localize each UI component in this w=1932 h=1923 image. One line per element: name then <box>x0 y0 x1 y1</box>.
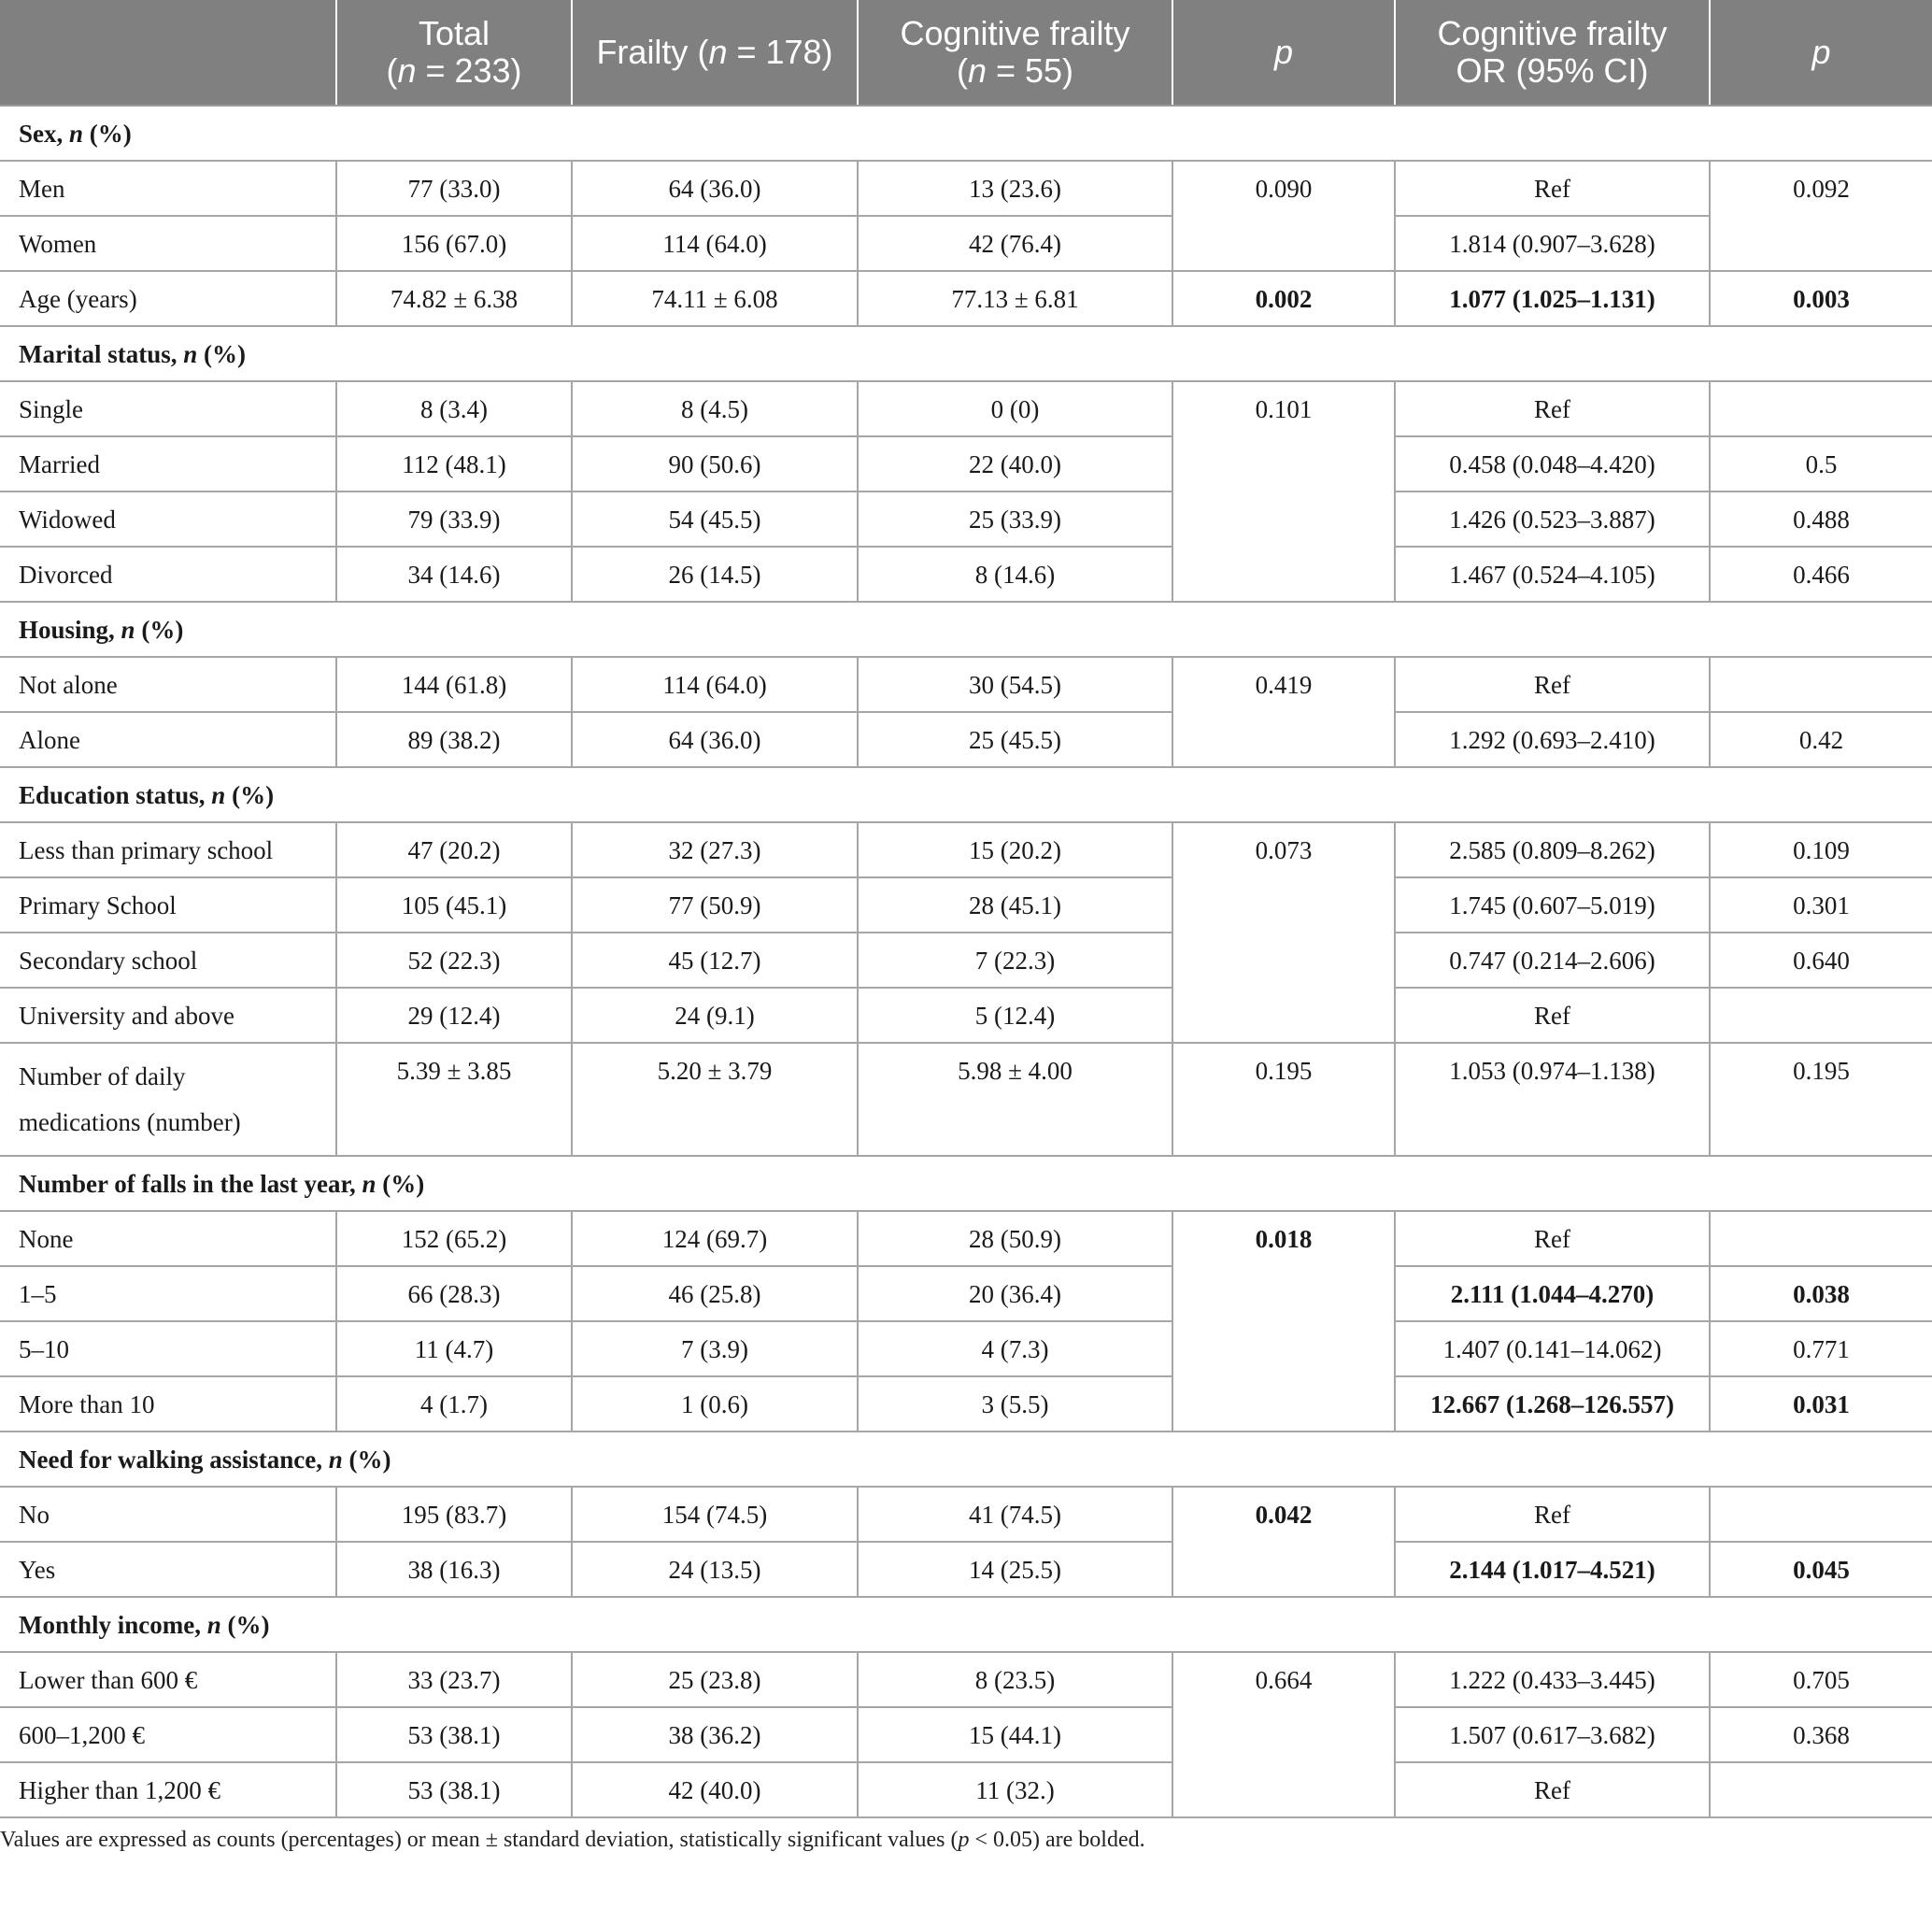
cell-odds-ratio: 0.747 (0.214–2.606) <box>1395 933 1710 988</box>
cell-total: 38 (16.3) <box>336 1542 572 1597</box>
table-row <box>0 381 1932 436</box>
cell-cognitive-frailty: 30 (54.5) <box>858 657 1172 712</box>
cell-odds-ratio: 1.053 (0.974–1.138) <box>1395 1043 1710 1156</box>
table-row <box>0 933 1932 988</box>
cell-p-value-or: 0.488 <box>1710 491 1932 547</box>
cell-frailty: 7 (3.9) <box>572 1321 858 1376</box>
section-title: Housing, n (%) <box>0 602 1932 657</box>
cell-p-value: 0.090 <box>1172 161 1395 271</box>
table-row <box>0 271 1932 326</box>
cell-total: 66 (28.3) <box>336 1266 572 1321</box>
cell-odds-ratio: Ref <box>1395 1487 1710 1542</box>
cell-p-value-or: 0.045 <box>1710 1542 1932 1597</box>
cell-p-value-or <box>1710 1487 1932 1542</box>
cell-total: 8 (3.4) <box>336 381 572 436</box>
cell-cognitive-frailty: 15 (20.2) <box>858 822 1172 877</box>
cell-total: 74.82 ± 6.38 <box>336 271 572 326</box>
cell-p-value-or: 0.466 <box>1710 547 1932 602</box>
table-row <box>0 491 1932 547</box>
table-footnote: Values are expressed as counts (percentages) or mean ± standard deviation, statistically significant values (p < 0.05) are bolded. <box>0 1828 1145 1852</box>
row-label: Yes <box>0 1542 336 1597</box>
cell-total: 53 (38.1) <box>336 1707 572 1762</box>
row-label: None <box>0 1211 336 1266</box>
cell-total: 152 (65.2) <box>336 1211 572 1266</box>
cell-cognitive-frailty: 41 (74.5) <box>858 1487 1172 1542</box>
row-label: Men <box>0 161 336 216</box>
cell-total: 5.39 ± 3.85 <box>336 1043 572 1156</box>
cell-total: 33 (23.7) <box>336 1652 572 1707</box>
cell-p-value: 0.018 <box>1172 1211 1395 1432</box>
section-row-marital <box>0 326 1932 381</box>
cell-p-value: 0.073 <box>1172 822 1395 1043</box>
cell-p-value-or: 0.705 <box>1710 1652 1932 1707</box>
row-label: Divorced <box>0 547 336 602</box>
cell-frailty: 8 (4.5) <box>572 381 858 436</box>
cell-frailty: 64 (36.0) <box>572 161 858 216</box>
cell-total: 47 (20.2) <box>336 822 572 877</box>
row-label: 1–5 <box>0 1266 336 1321</box>
cell-odds-ratio: Ref <box>1395 1762 1710 1817</box>
cell-total: 105 (45.1) <box>336 877 572 933</box>
cell-frailty: 114 (64.0) <box>572 216 858 271</box>
section-row-walking <box>0 1432 1932 1487</box>
section-title: Monthly income, n (%) <box>0 1597 1932 1652</box>
cell-odds-ratio: Ref <box>1395 161 1710 216</box>
row-label: Not alone <box>0 657 336 712</box>
cell-p-value-or <box>1710 1211 1932 1266</box>
cell-total: 79 (33.9) <box>336 491 572 547</box>
cell-frailty: 5.20 ± 3.79 <box>572 1043 858 1156</box>
cell-p-value-or: 0.301 <box>1710 877 1932 933</box>
table-row <box>0 1652 1932 1707</box>
cell-frailty: 24 (13.5) <box>572 1542 858 1597</box>
table-row <box>0 1376 1932 1432</box>
cell-p-value-or: 0.368 <box>1710 1707 1932 1762</box>
row-label: Single <box>0 381 336 436</box>
cell-cognitive-frailty: 3 (5.5) <box>858 1376 1172 1432</box>
section-row-income <box>0 1597 1932 1652</box>
cell-p-value-or: 0.109 <box>1710 822 1932 877</box>
table-row <box>0 988 1932 1043</box>
section-title: Sex, n (%) <box>0 106 1932 161</box>
cell-odds-ratio: 1.467 (0.524–4.105) <box>1395 547 1710 602</box>
table-row <box>0 216 1932 271</box>
cell-frailty: 90 (50.6) <box>572 436 858 491</box>
header-total: Total (n = 233) <box>336 0 572 106</box>
cell-p-value: 0.002 <box>1172 271 1395 326</box>
table-row <box>0 1043 1932 1156</box>
table-row <box>0 822 1932 877</box>
cell-total: 112 (48.1) <box>336 436 572 491</box>
cell-p-value-or <box>1710 1762 1932 1817</box>
section-title: Education status, n (%) <box>0 767 1932 822</box>
cell-p-value-or: 0.640 <box>1710 933 1932 988</box>
cell-cognitive-frailty: 77.13 ± 6.81 <box>858 271 1172 326</box>
header-odds-ratio: Cognitive frailty OR (95% CI) <box>1395 0 1710 106</box>
cell-frailty: 24 (9.1) <box>572 988 858 1043</box>
row-label: University and above <box>0 988 336 1043</box>
cell-odds-ratio: Ref <box>1395 657 1710 712</box>
cell-total: 156 (67.0) <box>336 216 572 271</box>
cell-p-value: 0.664 <box>1172 1652 1395 1817</box>
cell-cognitive-frailty: 15 (44.1) <box>858 1707 1172 1762</box>
cell-total: 34 (14.6) <box>336 547 572 602</box>
cell-odds-ratio: 1.222 (0.433–3.445) <box>1395 1652 1710 1707</box>
cell-frailty: 77 (50.9) <box>572 877 858 933</box>
table-row <box>0 1762 1932 1817</box>
cell-cognitive-frailty: 28 (45.1) <box>858 877 1172 933</box>
section-title: Need for walking assistance, n (%) <box>0 1432 1932 1487</box>
cell-odds-ratio: Ref <box>1395 988 1710 1043</box>
cell-p-value-or: 0.42 <box>1710 712 1932 767</box>
row-label: No <box>0 1487 336 1542</box>
cell-cognitive-frailty: 4 (7.3) <box>858 1321 1172 1376</box>
cell-total: 4 (1.7) <box>336 1376 572 1432</box>
cell-total: 53 (38.1) <box>336 1762 572 1817</box>
cell-p-value-or: 0.003 <box>1710 271 1932 326</box>
cell-odds-ratio: 1.292 (0.693–2.410) <box>1395 712 1710 767</box>
cell-cognitive-frailty: 11 (32.) <box>858 1762 1172 1817</box>
cell-cognitive-frailty: 7 (22.3) <box>858 933 1172 988</box>
row-label: Widowed <box>0 491 336 547</box>
cell-frailty: 32 (27.3) <box>572 822 858 877</box>
section-row-falls <box>0 1156 1932 1211</box>
cell-frailty: 45 (12.7) <box>572 933 858 988</box>
table-row <box>0 1542 1932 1597</box>
section-row-sex <box>0 106 1932 161</box>
table-row <box>0 657 1932 712</box>
row-label: 600–1,200 € <box>0 1707 336 1762</box>
table-row <box>0 1211 1932 1266</box>
cell-total: 11 (4.7) <box>336 1321 572 1376</box>
cell-total: 77 (33.0) <box>336 161 572 216</box>
header-blank <box>0 0 336 106</box>
cell-odds-ratio: 1.407 (0.141–14.062) <box>1395 1321 1710 1376</box>
table-row <box>0 877 1932 933</box>
cell-cognitive-frailty: 28 (50.9) <box>858 1211 1172 1266</box>
cell-cognitive-frailty: 5.98 ± 4.00 <box>858 1043 1172 1156</box>
row-label: More than 10 <box>0 1376 336 1432</box>
cell-total: 89 (38.2) <box>336 712 572 767</box>
cell-p-value: 0.101 <box>1172 381 1395 602</box>
cell-odds-ratio: 1.507 (0.617–3.682) <box>1395 1707 1710 1762</box>
row-label: Age (years) <box>0 271 336 326</box>
row-label: 5–10 <box>0 1321 336 1376</box>
header-cognitive-frailty: Cognitive frailty (n = 55) <box>858 0 1172 106</box>
cell-p-value-or: 0.031 <box>1710 1376 1932 1432</box>
cell-frailty: 46 (25.8) <box>572 1266 858 1321</box>
row-label: Less than primary school <box>0 822 336 877</box>
table-row <box>0 1707 1932 1762</box>
cell-frailty: 1 (0.6) <box>572 1376 858 1432</box>
header-frailty: Frailty (n = 178) <box>572 0 858 106</box>
cell-p-value-or: 0.771 <box>1710 1321 1932 1376</box>
section-row-housing <box>0 602 1932 657</box>
header-p-value: p <box>1172 0 1395 106</box>
cell-odds-ratio: 1.745 (0.607–5.019) <box>1395 877 1710 933</box>
table-row <box>0 436 1932 491</box>
cell-frailty: 25 (23.8) <box>572 1652 858 1707</box>
table-row <box>0 161 1932 216</box>
cell-odds-ratio: 2.585 (0.809–8.262) <box>1395 822 1710 877</box>
table-row <box>0 1321 1932 1376</box>
table-row <box>0 1487 1932 1542</box>
section-title: Number of falls in the last year, n (%) <box>0 1156 1932 1211</box>
row-label: Alone <box>0 712 336 767</box>
cell-p-value-or: 0.5 <box>1710 436 1932 491</box>
cell-frailty: 124 (69.7) <box>572 1211 858 1266</box>
cell-p-value-or: 0.092 <box>1710 161 1932 271</box>
cell-cognitive-frailty: 25 (33.9) <box>858 491 1172 547</box>
section-title: Marital status, n (%) <box>0 326 1932 381</box>
cell-odds-ratio: 1.077 (1.025–1.131) <box>1395 271 1710 326</box>
cell-frailty: 74.11 ± 6.08 <box>572 271 858 326</box>
table-row <box>0 712 1932 767</box>
cell-total: 144 (61.8) <box>336 657 572 712</box>
cell-p-value: 0.195 <box>1172 1043 1395 1156</box>
section-row-education <box>0 767 1932 822</box>
cell-frailty: 54 (45.5) <box>572 491 858 547</box>
cell-cognitive-frailty: 0 (0) <box>858 381 1172 436</box>
cell-odds-ratio: 2.144 (1.017–4.521) <box>1395 1542 1710 1597</box>
cell-cognitive-frailty: 13 (23.6) <box>858 161 1172 216</box>
cell-p-value-or: 0.195 <box>1710 1043 1932 1156</box>
header-p-value-or: p <box>1710 0 1932 106</box>
cell-cognitive-frailty: 14 (25.5) <box>858 1542 1172 1597</box>
cell-odds-ratio: 1.814 (0.907–3.628) <box>1395 216 1710 271</box>
cell-total: 29 (12.4) <box>336 988 572 1043</box>
cell-p-value-or <box>1710 381 1932 436</box>
cell-p-value: 0.419 <box>1172 657 1395 767</box>
table-row <box>0 547 1932 602</box>
cell-frailty: 114 (64.0) <box>572 657 858 712</box>
cell-odds-ratio: Ref <box>1395 1211 1710 1266</box>
cell-p-value-or <box>1710 988 1932 1043</box>
row-label: Lower than 600 € <box>0 1652 336 1707</box>
cell-frailty: 64 (36.0) <box>572 712 858 767</box>
table-header-row <box>0 0 1932 106</box>
cell-odds-ratio: 0.458 (0.048–4.420) <box>1395 436 1710 491</box>
cell-frailty: 154 (74.5) <box>572 1487 858 1542</box>
table-row <box>0 1266 1932 1321</box>
cell-p-value-or: 0.038 <box>1710 1266 1932 1321</box>
cell-cognitive-frailty: 42 (76.4) <box>858 216 1172 271</box>
cell-odds-ratio: 2.111 (1.044–4.270) <box>1395 1266 1710 1321</box>
cell-p-value: 0.042 <box>1172 1487 1395 1597</box>
cell-odds-ratio: 12.667 (1.268–126.557) <box>1395 1376 1710 1432</box>
cell-frailty: 26 (14.5) <box>572 547 858 602</box>
row-label: Women <box>0 216 336 271</box>
cell-p-value-or <box>1710 657 1932 712</box>
cell-cognitive-frailty: 8 (23.5) <box>858 1652 1172 1707</box>
cell-odds-ratio: Ref <box>1395 381 1710 436</box>
row-label: Married <box>0 436 336 491</box>
row-label: Higher than 1,200 € <box>0 1762 336 1817</box>
cell-cognitive-frailty: 20 (36.4) <box>858 1266 1172 1321</box>
row-label: Primary School <box>0 877 336 933</box>
cell-odds-ratio: 1.426 (0.523–3.887) <box>1395 491 1710 547</box>
cell-total: 52 (22.3) <box>336 933 572 988</box>
cell-cognitive-frailty: 22 (40.0) <box>858 436 1172 491</box>
cell-total: 195 (83.7) <box>336 1487 572 1542</box>
row-label: Secondary school <box>0 933 336 988</box>
cell-frailty: 42 (40.0) <box>572 1762 858 1817</box>
cell-cognitive-frailty: 25 (45.5) <box>858 712 1172 767</box>
row-label: Number of daily medications (number) <box>0 1043 336 1156</box>
cell-cognitive-frailty: 5 (12.4) <box>858 988 1172 1043</box>
cell-frailty: 38 (36.2) <box>572 1707 858 1762</box>
cell-cognitive-frailty: 8 (14.6) <box>858 547 1172 602</box>
